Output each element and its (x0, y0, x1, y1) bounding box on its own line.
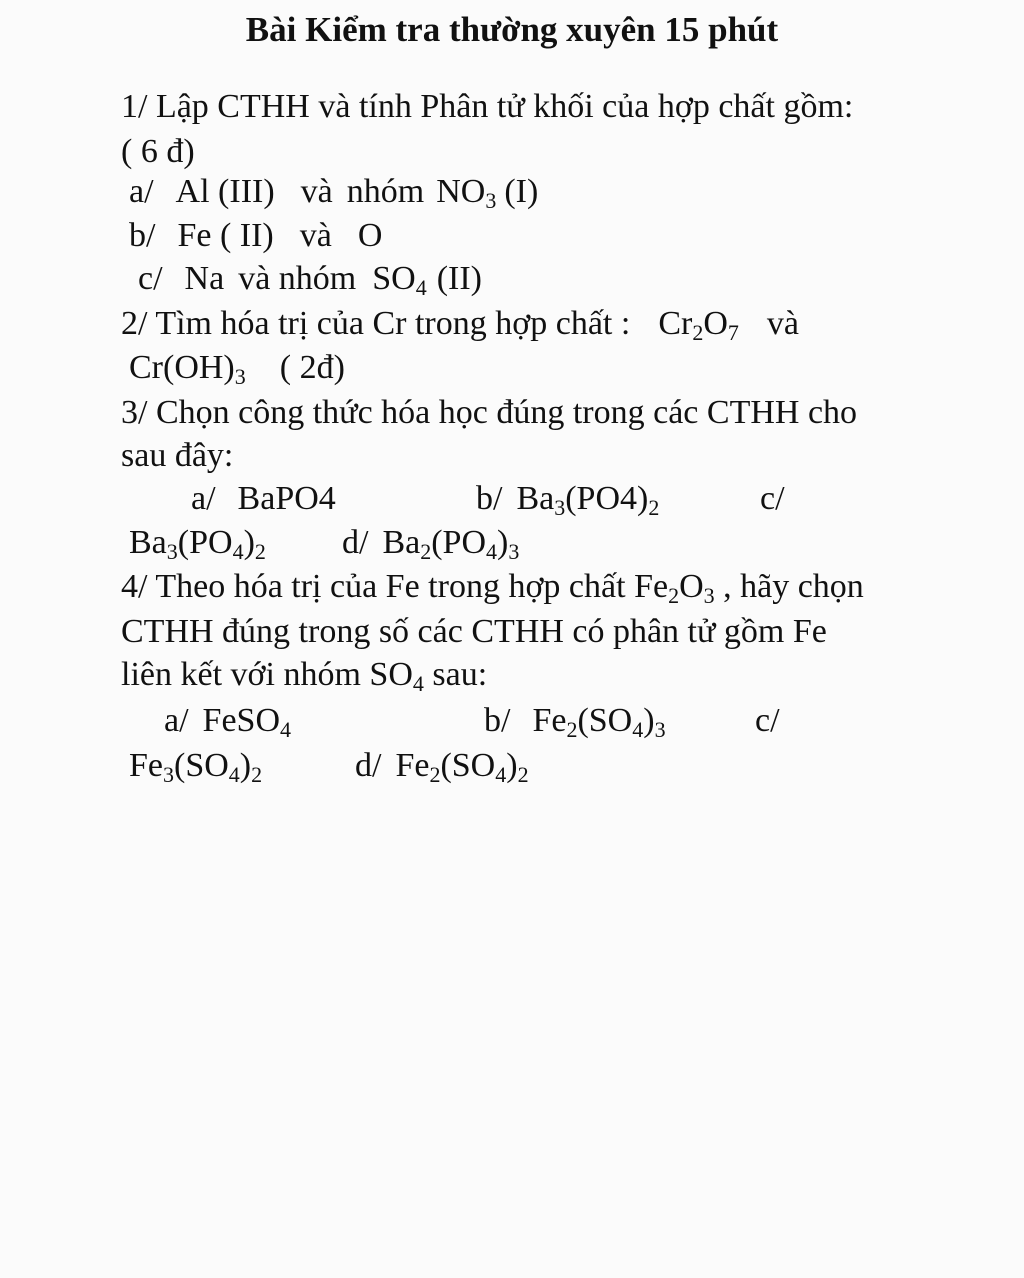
formula-part: (SO (440, 747, 496, 784)
subscript: 4 (495, 762, 507, 787)
and-text: và (299, 217, 332, 254)
option-label: b/ (476, 480, 503, 517)
option-label: a/ (191, 480, 216, 517)
other-text: O (357, 217, 383, 254)
option-label: b/ (129, 217, 156, 254)
formula-part: ) (643, 702, 655, 739)
option-label: a/ (129, 173, 154, 210)
q4-prompt-line1 (121, 565, 864, 609)
q4-option-b (484, 699, 666, 743)
subscript: 3 (508, 539, 520, 564)
formula-text: SO (372, 260, 416, 297)
q3-option-d (342, 521, 519, 565)
formula-part: ) (243, 524, 255, 561)
subscript: 2 (566, 717, 578, 742)
q1-option-c (138, 257, 482, 301)
and-text: và nhóm (238, 260, 357, 297)
formula-part: O (679, 568, 704, 605)
subscript: 3 (654, 717, 666, 742)
q4-prompt-line2: CTHH đúng trong số các CTHH có phân tử gồm Fe (121, 613, 827, 650)
formula-part: O (703, 305, 728, 342)
formula-part: Fe (129, 747, 163, 784)
subscript: 4 (232, 539, 244, 564)
and-text: và (766, 305, 799, 342)
subscript: 4 (412, 671, 424, 696)
element-text: Al (III) (175, 173, 275, 210)
subscript: 3 (163, 762, 174, 787)
valence-text: (II) (436, 260, 483, 297)
subscript: 3 (703, 583, 715, 608)
q1-option-b (129, 214, 382, 258)
element-text: Fe ( II) (177, 217, 274, 254)
formula-part: Ba (129, 524, 167, 561)
and-text: và (300, 173, 333, 210)
option-label: d/ (342, 524, 369, 561)
page-title: Bài Kiểm tra thường xuyên 15 phút (245, 10, 779, 49)
subscript: 2 (517, 762, 529, 787)
q3-option-b (476, 477, 659, 521)
subscript: 3 (485, 188, 497, 213)
q4-option-a (164, 699, 291, 743)
formula-part: Fe (634, 568, 669, 605)
group-text: nhóm (346, 173, 425, 210)
formula-part: (PO (177, 524, 233, 561)
q3-prompt-line1: 3/ Chọn công thức hóa học đúng trong các CTHH cho (121, 394, 858, 431)
subscript: 4 (280, 717, 292, 742)
formula-part: Ba (382, 524, 421, 561)
formula-part: SO (369, 656, 413, 693)
q2-text: 2/ Tìm hóa trị của Cr trong hợp chất : (121, 305, 631, 342)
formula-part: FeSO (202, 702, 281, 739)
option-label: b/ (484, 702, 511, 739)
formula-part: (SO (577, 702, 633, 739)
subscript: 2 (420, 539, 432, 564)
subscript: 2 (254, 539, 266, 564)
q4-text: , hãy chọn (714, 568, 864, 605)
option-label: a/ (164, 702, 189, 739)
q4-prompt-line3 (121, 653, 487, 697)
q1-score: ( 6 đ) (121, 133, 195, 170)
q4-option-d (355, 744, 529, 788)
formula-part: ) (239, 747, 252, 784)
subscript: 3 (234, 364, 246, 389)
formula-part: (PO (431, 524, 487, 561)
formula-part: Ba (516, 480, 555, 517)
valence-text: (I) (504, 173, 539, 210)
formula-part: Cr(OH) (129, 349, 235, 386)
q4-text: liên kết với nhóm (121, 656, 370, 693)
q1-prompt-line1: 1/ Lập CTHH và tính Phân tử khối của hợp chất gồm: (121, 88, 854, 125)
option-label: d/ (355, 747, 382, 784)
subscript: 3 (166, 539, 178, 564)
formula-text: NO (436, 173, 486, 210)
q2-prompt (121, 302, 799, 346)
q2-score: ( 2đ) (279, 349, 345, 386)
subscript: 4 (228, 762, 240, 787)
subscript: 2 (648, 495, 660, 520)
q4-option-c-formula (129, 744, 262, 788)
subscript: 2 (429, 762, 441, 787)
subscript: 4 (415, 275, 427, 300)
option-label: c/ (138, 260, 163, 297)
q4-option-c-label: c/ (755, 702, 780, 739)
q1-option-a (129, 170, 538, 214)
formula-part: ) (506, 747, 518, 784)
q4-text: sau: (423, 656, 488, 693)
formula-part: (PO4) (565, 480, 649, 517)
q4-text: 4/ Theo hóa trị của Fe trong hợp chất (121, 568, 635, 605)
formula-part: Fe (532, 702, 567, 739)
q2-line2 (129, 346, 345, 390)
q3-option-c-formula (129, 521, 266, 565)
formula-part: Fe (395, 747, 430, 784)
q3-option-a (191, 477, 336, 521)
subscript: 2 (692, 320, 704, 345)
formula-text: BaPO4 (237, 480, 336, 517)
formula-part: Cr (658, 305, 693, 342)
q3-option-c-label: c/ (760, 480, 785, 517)
subscript: 4 (486, 539, 498, 564)
formula-part: ) (497, 524, 509, 561)
subscript: 4 (632, 717, 644, 742)
element-text: Na (184, 260, 225, 297)
q3-prompt-line2: sau đây: (121, 437, 234, 474)
formula-part: (SO (174, 747, 229, 784)
subscript: 7 (727, 320, 739, 345)
subscript: 2 (251, 762, 263, 787)
subscript: 2 (668, 583, 680, 608)
subscript: 3 (554, 495, 566, 520)
